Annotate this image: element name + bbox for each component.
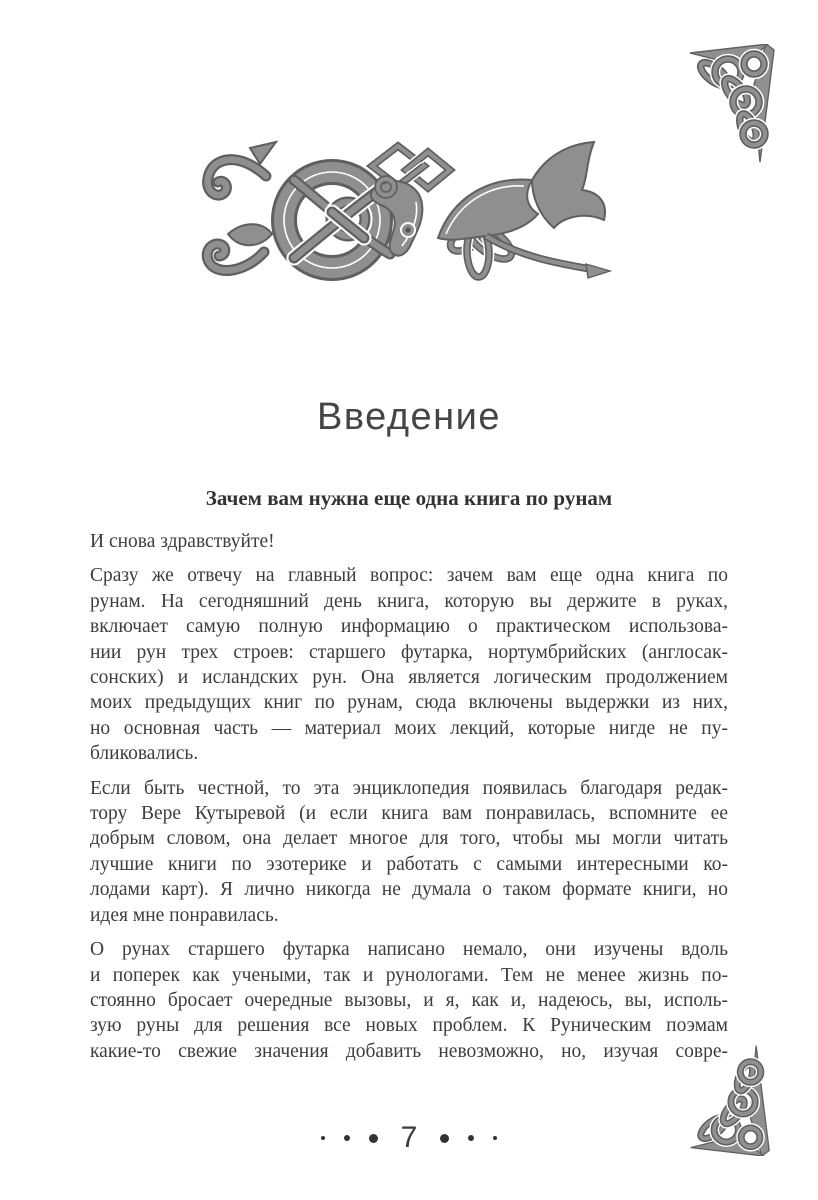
footer-dot [369, 1134, 378, 1143]
paragraph [90, 937, 728, 1064]
corner-knot-bottom-right-icon [686, 1044, 774, 1156]
text-line: сонских) и исландских рун. Она является логическим продолжением [90, 667, 728, 689]
text-line: нии рун трех строев: старшего футарка, нортумбрийских (англосак- [90, 641, 728, 663]
page-number: 7 [400, 1121, 418, 1154]
paragraph [90, 776, 728, 928]
text-line: лодами карт). Я лично никогда не думала о таком формате книги, но [90, 879, 728, 901]
text-line: какие-то свежие значения добавить невозможно, но, изучая совре- [90, 1040, 728, 1062]
text-line: идея мне понравилась. [90, 904, 279, 926]
text-line: но основная часть — материал моих лекций, которые нигде не пу- [90, 717, 728, 739]
norse-beast-knot-ornament [200, 140, 612, 292]
footer-dot [440, 1134, 449, 1143]
text-line: рунам. На сегодняшний день книга, которую вы держите в руках, [90, 590, 728, 612]
text-line: тору Вере Кутыревой (и если книга вам понравилась, вспомните ее [90, 803, 728, 825]
paragraph [90, 529, 728, 554]
text-line: зую руны для решения все новых проблем. К Руническим поэмам [90, 1015, 728, 1037]
text-line: Если быть честной, то эта энциклопедия появилась благодаря редак- [90, 777, 728, 799]
text-line: и поперек как учеными, так и рунологами. Тем не менее жизнь по- [90, 964, 728, 986]
text-line: моих предыдущих книг по рунам, сюда включены выдержки из них, [90, 692, 728, 714]
chapter-title: Введение [316, 396, 502, 438]
text-line: стоянно бросает очередные вызовы, и я, как и, надеюсь, вы, исполь- [90, 989, 728, 1011]
text-line: включает самую полную информацию о практическом использова- [90, 616, 728, 638]
body-text [90, 529, 728, 1073]
footer-dot [493, 1136, 497, 1140]
text-line: И снова здравствуйте! [90, 531, 275, 552]
text-line: О рунах старшего футарка написано немало, они изучены вдоль [90, 939, 728, 961]
text-line: Сразу же отвечу на главный вопрос: зачем вам еще одна книга по [90, 565, 728, 587]
footer-dot [344, 1135, 350, 1141]
text-line: лучшие книги по эзотерике и работать с самыми интересными ко- [90, 853, 728, 875]
paragraph [90, 563, 728, 766]
section-heading: Зачем вам нужна еще одна книга по рунам [205, 486, 613, 510]
page-footer [89, 1118, 729, 1158]
footer-dot [321, 1136, 325, 1140]
footer-dot [468, 1135, 474, 1141]
text-line: добрым словом, она делает многое для того, чтобы мы могли читать [90, 828, 728, 850]
corner-knot-top-right-icon [688, 44, 776, 164]
text-line: бликовались. [90, 743, 199, 765]
